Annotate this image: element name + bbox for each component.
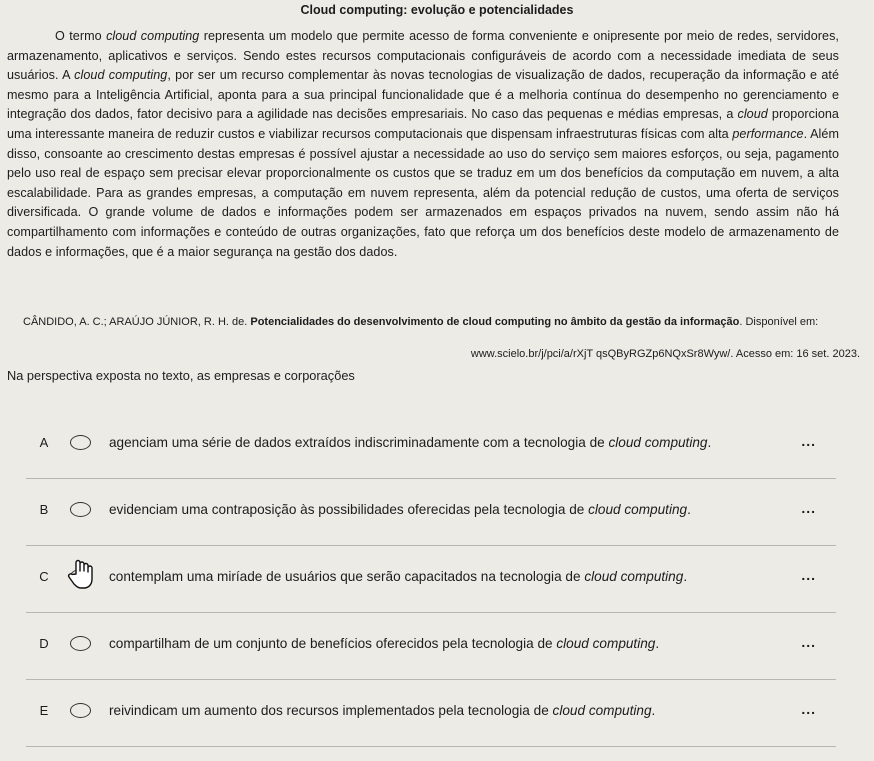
paragraph-segment: representa um modelo que permite acesso de forma conveniente e onipresente por meio de redes, servidores, armazenamento, aplicativos e serviços. Sendo estes recursos computacionais configuráveis de acordo com a necessidade imediata de seus usuários. A bbox=[7, 29, 839, 83]
answer-options bbox=[26, 420, 836, 755]
option-text[interactable] bbox=[109, 501, 691, 518]
divider bbox=[26, 612, 836, 613]
citation-title: Potencialidades do desenvolvimento de cloud computing no âmbito da gestão da informação bbox=[250, 316, 740, 328]
citation bbox=[23, 316, 853, 329]
radio-icon[interactable] bbox=[70, 502, 91, 517]
option-text[interactable] bbox=[109, 635, 659, 652]
paragraph-segment: O termo bbox=[55, 29, 107, 43]
divider bbox=[26, 679, 836, 680]
option-text-segment: evidenciam uma contraposição às possibilidades oferecidas pela tecnologia de bbox=[109, 502, 589, 517]
option-text-segment: agenciam uma série de dados extraídos indiscriminadamente com a tecnologia de bbox=[109, 435, 609, 450]
option-letter: D bbox=[39, 636, 49, 651]
hand-pointer-icon bbox=[66, 558, 96, 590]
more-options-icon[interactable]: ... bbox=[801, 567, 816, 583]
option-e[interactable] bbox=[26, 688, 836, 755]
option-text-segment: . bbox=[655, 636, 660, 651]
divider bbox=[26, 545, 836, 546]
paragraph-italic-term: cloud bbox=[737, 107, 768, 122]
paragraph-italic-term: performance bbox=[732, 126, 804, 141]
option-letter: A bbox=[39, 435, 49, 450]
option-text-italic-term: cloud computing bbox=[556, 636, 656, 651]
paragraph-segment: , por ser um recurso complementar às novas tecnologias de visualização de dados, recuperação da informação e até mesmo para a Inteligência Artificial, aponta para a sua principal funcionalidade que é a melhoria contínua do desempenho no gerenciamento e integração dos dados, fator decisivo para a agilidade nas decisões empresariais. No caso das pequenas e médias empresas, a bbox=[7, 68, 839, 122]
text-body bbox=[7, 27, 839, 262]
question-prompt: Na perspectiva exposta no texto, as empresas e corporações bbox=[7, 368, 355, 383]
option-a[interactable] bbox=[26, 420, 836, 487]
radio-icon[interactable] bbox=[70, 636, 91, 651]
divider bbox=[26, 746, 836, 747]
citation-authors: CÂNDIDO, A. C.; ARAÚJO JÚNIOR, R. H. de. bbox=[23, 316, 251, 328]
radio-icon[interactable] bbox=[70, 435, 91, 450]
option-text[interactable] bbox=[109, 702, 655, 719]
divider bbox=[26, 478, 836, 479]
more-options-icon[interactable]: ... bbox=[801, 634, 816, 650]
option-letter: C bbox=[39, 569, 49, 584]
paragraph-content bbox=[7, 29, 839, 259]
option-text-segment: reivindicam um aumento dos recursos implementados pela tecnologia de bbox=[109, 703, 553, 718]
option-letter: B bbox=[39, 502, 49, 517]
option-text-italic-term: cloud computing bbox=[584, 569, 684, 584]
radio-icon[interactable] bbox=[70, 703, 91, 718]
option-text-segment: . bbox=[687, 502, 691, 517]
option-b[interactable] bbox=[26, 487, 836, 554]
option-letter: E bbox=[39, 703, 49, 718]
paragraph-segment: . Além disso, consoante ao crescimento destas empresas é possível ajustar a necessidade ao uso do serviço sem maiores esforços, ou seja, pagamento pelo uso real de espaço sem precisar elevar proporcionalmente os custos que se traduz em um dos benefícios da computação em nuvem, a alta escalabilidade. Para as grandes empresas, a computação em nuvem representa, além da potencial redução de custos, uma oferta de serviços diversificada. O grande volume de dados e informações podem ser armazenados em espaços privados na nuvem, sendo assim não há compartilhamento com informações e conteúdo de outras organizações, fato que reforça um dos benefícios deste modelo de armazenamento de dados e informações, que é a maior segurança na gestão dos dados. bbox=[7, 126, 840, 259]
option-text-segment: compartilham de um conjunto de benefícios oferecidos pela tecnologia de bbox=[109, 636, 557, 651]
citation-url: www.scielo.br/j/pci/a/rXjT qsQByRGZp6NQxSr8Wyw/. Acesso em: 16 set. 2023. bbox=[470, 348, 860, 360]
option-text-segment: . bbox=[707, 435, 712, 450]
paragraph-segment: proporciona uma interessante maneira de reduzir custos e viabilizar recursos computacionais que dispensam infraestruturas físicas com alta bbox=[7, 107, 839, 141]
option-text-italic-term: cloud computing bbox=[552, 703, 652, 718]
option-text[interactable] bbox=[109, 568, 687, 585]
more-options-icon[interactable]: ... bbox=[801, 433, 816, 449]
option-text-segment: . bbox=[651, 703, 656, 718]
more-options-icon[interactable]: ... bbox=[801, 701, 816, 717]
option-text-segment: contemplam uma miríade de usuários que serão capacitados na tecnologia de bbox=[109, 569, 585, 584]
option-c[interactable] bbox=[26, 554, 836, 621]
option-text-segment: . bbox=[683, 569, 688, 584]
option-text-italic-term: cloud computing bbox=[608, 435, 708, 450]
more-options-icon[interactable]: ... bbox=[801, 500, 816, 516]
option-text-italic-term: cloud computing bbox=[588, 502, 688, 517]
citation-available: . Disponível em: bbox=[739, 316, 819, 328]
paragraph-italic-term: cloud computing bbox=[106, 29, 200, 43]
text-title: Cloud computing: evolução e potencialidades bbox=[300, 3, 574, 17]
paragraph-italic-term: cloud computing bbox=[74, 68, 168, 83]
option-text[interactable] bbox=[109, 434, 711, 451]
option-d[interactable] bbox=[26, 621, 836, 688]
